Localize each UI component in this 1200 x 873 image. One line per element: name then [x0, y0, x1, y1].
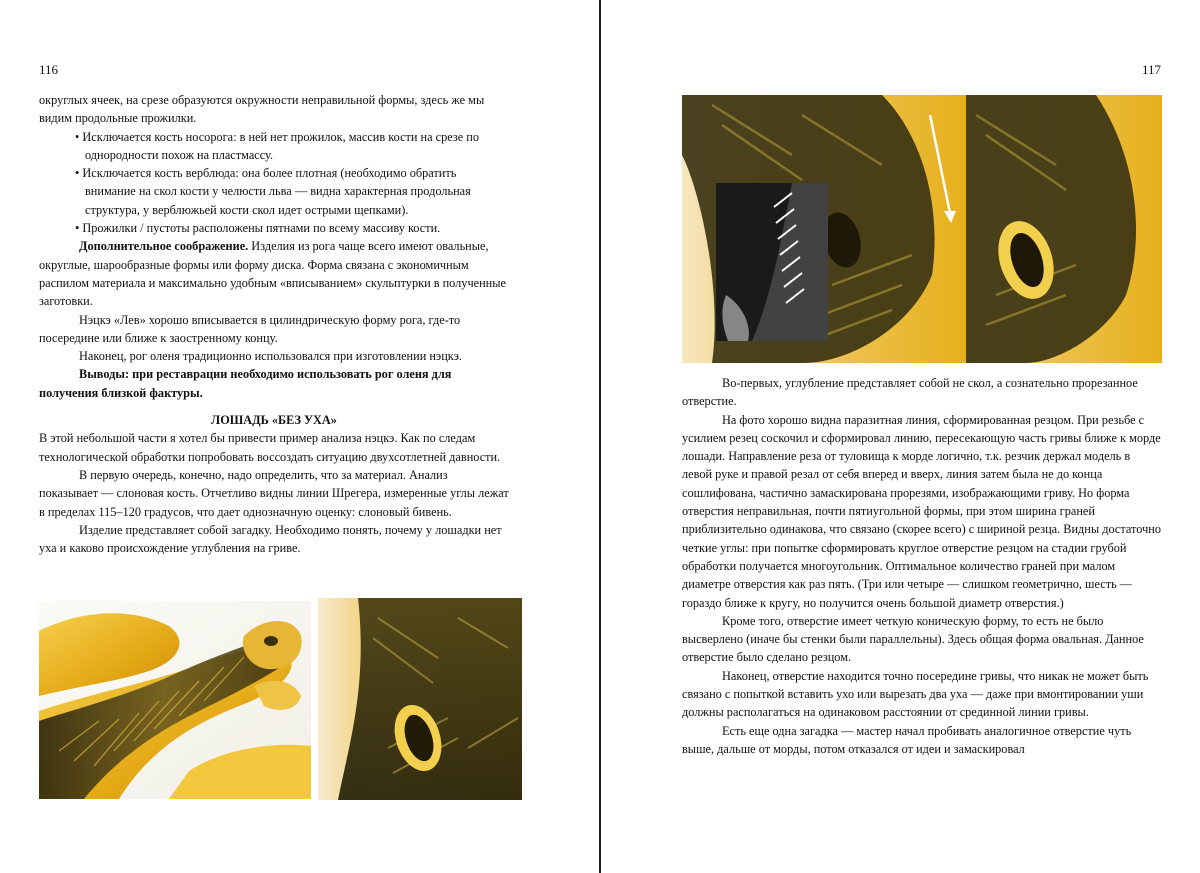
paragraph: На фото хорошо видна паразитная линия, сформированная резцом. При резьбе с усилием резец соскочил и сформировал линию, пересекающую часть гривы ближе к морде лошади. Направление реза от туловища к морде логично, т.к. резчик держал модель в левой руке и правой резал от себя вперед и вверх, линия затем была не до конца сошлифована, частично замаскирована прорезями, изображающими гриву. Но форма отверстия неправильная, почти пятиугольной формы, при этом ширина граней приблизительно одинакова, что связано (скорее всего) с шириной резца. Видны достаточно четкие углы: при попытке сформировать круглое отверстие резцом на стадии грубой обработки получается многоугольник. Оптимальное количество граней при малом диаметре отверстия как раз пять. (Три или четыре — слишком геометрично, шесть — гораздо ближе к кругу, но получится очень большой диаметр отверстия.) [682, 412, 1161, 610]
horse-netsuke-photo [39, 601, 311, 799]
right-page [602, 0, 1200, 873]
section-heading: ЛОШАДЬ «БЕЗ УХА» [211, 413, 337, 428]
paragraph: В первую очередь, конечно, надо определить, что за материал. Анализ показывает — слоновая кость. Отчетливо видны линии Шрегера, измеренные углы лежат в пределах 115–120 градусов, что дает однозначную оценку: слоновый бивень. [39, 467, 509, 519]
page-number: 116 [39, 62, 59, 77]
paragraph: Нэцкэ «Лев» хорошо вписывается в цилиндрическую форму рога, где-то посередине или ближе к заостренному концу. [39, 312, 461, 345]
mane-hole-photo [966, 95, 1162, 363]
bullet-item: • Исключается кость носорога: в ней нет прожилок, массив кости на срезе по однородности похож на пластмассу. [75, 129, 479, 162]
paragraph: Есть еще одна загадка — мастер начал пробивать аналогичное отверстие чуть выше, дальше от морды, потом отказался от идеи и замаскировал [682, 723, 1132, 756]
mane-hole-closeup-photo [318, 598, 522, 800]
paragraph: Наконец, отверстие находится точно посередине гривы, что никак не может быть связано с попыткой вставить ухо или вырезать два уха — даже при вмонтировании уши должны располагаться на одинаковом расстоянии от срединной линии гривы. [682, 668, 1149, 720]
bullet-item: • Прожилки / пустоты расположены пятнами по всему массиву кости. [75, 221, 441, 236]
paragraph: Во-первых, углубление представляет собой не скол, а сознательно прорезанное отверстие. [682, 376, 1138, 409]
mane-hole-arrow-photo [682, 95, 966, 363]
right-text-block [682, 374, 1162, 758]
left-text-block [39, 91, 509, 557]
bold-lead: Дополнительное соображение. [79, 239, 249, 254]
conclusion: Выводы: при реставрации необходимо использовать рог оленя для получения близкой фактуры. [39, 367, 452, 400]
paragraph: округлых ячеек, на срезе образуются окружности неправильной формы, здесь же мы видим продольные прожилки. [39, 93, 485, 126]
bullet-item: • Исключается кость верблюда: она более плотная (необходимо обратить внимание на скол кости у челюсти льва — видна характерная продольная структура, у верблюжьей кости скол идет острыми щепками). [75, 166, 471, 217]
paragraph: Кроме того, отверстие имеет четкую коническую форму, то есть не было высверлено (иначе бы стенки были параллельны). Здесь общая форма овальная. Данное отверстие было сделано резцом. [682, 613, 1144, 665]
paragraph: В этой небольшой части я хотел бы привести пример анализа нэцкэ. Как по следам технологической обработки попробовать воссоздать ситуацию двухсотлетней давности. [39, 431, 501, 464]
paragraph [39, 237, 509, 310]
paragraph: Наконец, рог оленя традиционно использовался при изготовлении нэцкэ. [79, 349, 462, 364]
page-number: 117 [1142, 62, 1162, 77]
paragraph: Изделие представляет собой загадку. Необходимо понять, почему у лошадки нет уха и каково происхождение углубления на гриве. [39, 522, 502, 556]
paragraph-text: Изделия из рога чаще всего имеют овальные, округлые, шарообразные формы или форму диска. Форма связана с экономичным распилом материала и максимально удобным «вписыванием» скульптурки в полученные заготовки. [39, 239, 506, 309]
